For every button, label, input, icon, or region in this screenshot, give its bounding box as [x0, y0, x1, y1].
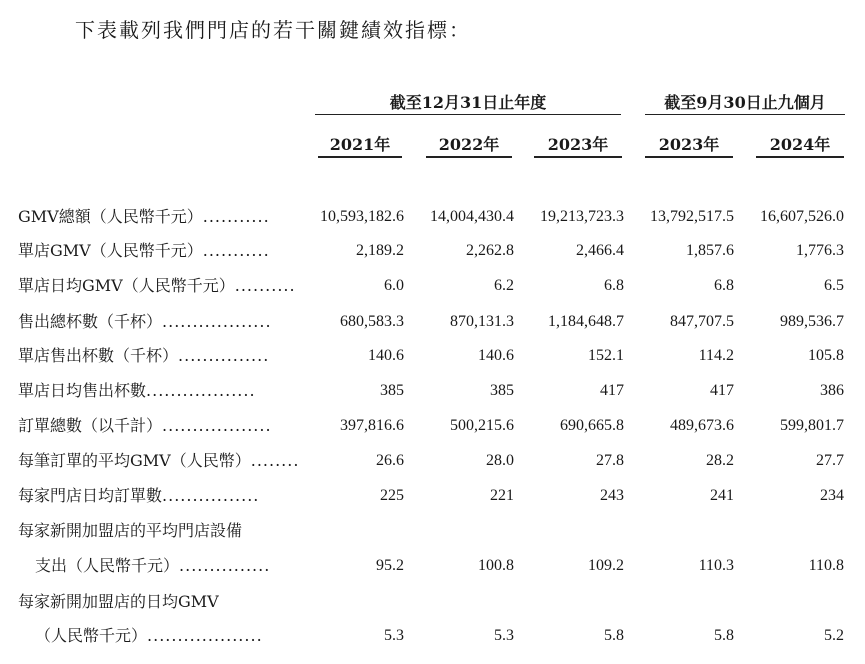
cell-value: 1,184,648.7 — [548, 313, 624, 330]
row-label: 每家新開加盟店的日均GMV — [18, 592, 219, 611]
cell-value: 225 — [380, 487, 404, 504]
cell-value: 19,213,723.3 — [540, 208, 624, 225]
row-label: 售出總杯數（千杯）.................. — [18, 312, 272, 331]
cell-value: 6.8 — [714, 277, 734, 294]
row-label: GMV總額（人民幣千元）........... — [18, 207, 270, 226]
cell-value: 109.2 — [588, 557, 624, 574]
cell-value: 152.1 — [588, 347, 624, 364]
cell-value: 100.8 — [478, 557, 514, 574]
year-header-2021: 2021年 — [318, 132, 402, 158]
row-label: 單店售出杯數（千杯）............... — [18, 346, 270, 365]
table-row — [0, 204, 865, 230]
cell-value: 6.2 — [494, 277, 514, 294]
cell-value: 2,466.4 — [576, 242, 624, 259]
table-row-label-line1 — [0, 589, 865, 615]
cell-value: 110.8 — [808, 557, 844, 574]
cell-value: 385 — [490, 382, 514, 399]
cell-value: 28.0 — [486, 452, 514, 469]
group-header-annual: 截至12月31日止年度 — [315, 90, 621, 115]
cell-value: 110.3 — [698, 557, 734, 574]
group-header-nine-months: 截至9月30日止九個月 — [645, 90, 845, 115]
cell-value: 6.0 — [384, 277, 404, 294]
row-label: 訂單總數（以千計）.................. — [18, 416, 272, 435]
intro-text: 下表載列我們門店的若干關鍵績效指標： — [75, 18, 471, 42]
table-row — [0, 238, 865, 264]
table-row — [0, 623, 865, 649]
row-label: 單店日均GMV（人民幣千元）.......... — [18, 276, 296, 295]
table-row-label-line1 — [0, 518, 865, 544]
cell-value: 847,707.5 — [670, 313, 734, 330]
cell-value: 417 — [600, 382, 624, 399]
cell-value: 6.5 — [824, 277, 844, 294]
cell-value: 2,262.8 — [466, 242, 514, 259]
cell-value: 241 — [710, 487, 734, 504]
row-label: 每家門店日均訂單數................ — [18, 486, 260, 505]
cell-value: 1,857.6 — [686, 242, 734, 259]
cell-value: 989,536.7 — [780, 313, 844, 330]
cell-value: 140.6 — [368, 347, 404, 364]
cell-value: 14,004,430.4 — [430, 208, 514, 225]
cell-value: 5.3 — [384, 627, 404, 644]
year-header-2024: 2024年 — [756, 132, 844, 158]
cell-value: 243 — [600, 487, 624, 504]
cell-value: 1,776.3 — [796, 242, 844, 259]
cell-value: 6.8 — [604, 277, 624, 294]
cell-value: 870,131.3 — [450, 313, 514, 330]
cell-value: 105.8 — [808, 347, 844, 364]
cell-value: 10,593,182.6 — [320, 208, 404, 225]
cell-value: 28.2 — [706, 452, 734, 469]
cell-value: 95.2 — [376, 557, 404, 574]
cell-value: 234 — [820, 487, 844, 504]
cell-value: 5.2 — [824, 627, 844, 644]
cell-value: 140.6 — [478, 347, 514, 364]
year-header-2023-nine-months: 2023年 — [645, 132, 733, 158]
cell-value: 221 — [490, 487, 514, 504]
row-label: （人民幣千元）................... — [35, 626, 263, 645]
row-label: 每家新開加盟店的平均門店設備 — [18, 521, 243, 540]
cell-value: 114.2 — [698, 347, 734, 364]
year-header-2023-annual: 2023年 — [534, 132, 622, 158]
cell-value: 385 — [380, 382, 404, 399]
table-row — [0, 343, 865, 369]
cell-value: 5.8 — [714, 627, 734, 644]
cell-value: 27.8 — [596, 452, 624, 469]
cell-value: 500,215.6 — [450, 417, 514, 434]
table-row — [0, 413, 865, 439]
cell-value: 2,189.2 — [356, 242, 404, 259]
cell-value: 417 — [710, 382, 734, 399]
table-row — [0, 273, 865, 299]
row-label: 單店日均售出杯數.................. — [18, 381, 256, 400]
cell-value: 386 — [820, 382, 844, 399]
row-label: 支出（人民幣千元）............... — [35, 556, 271, 575]
year-header-2022: 2022年 — [426, 132, 512, 158]
table-row — [0, 378, 865, 404]
cell-value: 599,801.7 — [780, 417, 844, 434]
cell-value: 680,583.3 — [340, 313, 404, 330]
table-row — [0, 448, 865, 474]
cell-value: 397,816.6 — [340, 417, 404, 434]
row-label: 單店GMV（人民幣千元）........... — [18, 241, 270, 260]
cell-value: 27.7 — [816, 452, 844, 469]
cell-value: 5.3 — [494, 627, 514, 644]
cell-value: 489,673.6 — [670, 417, 734, 434]
row-label: 每筆訂單的平均GMV（人民幣）........ — [18, 451, 300, 470]
table-row — [0, 483, 865, 509]
cell-value: 26.6 — [376, 452, 404, 469]
table-row — [0, 309, 865, 335]
cell-value: 16,607,526.0 — [760, 208, 844, 225]
table-row — [0, 553, 865, 579]
cell-value: 690,665.8 — [560, 417, 624, 434]
cell-value: 5.8 — [604, 627, 624, 644]
cell-value: 13,792,517.5 — [650, 208, 734, 225]
